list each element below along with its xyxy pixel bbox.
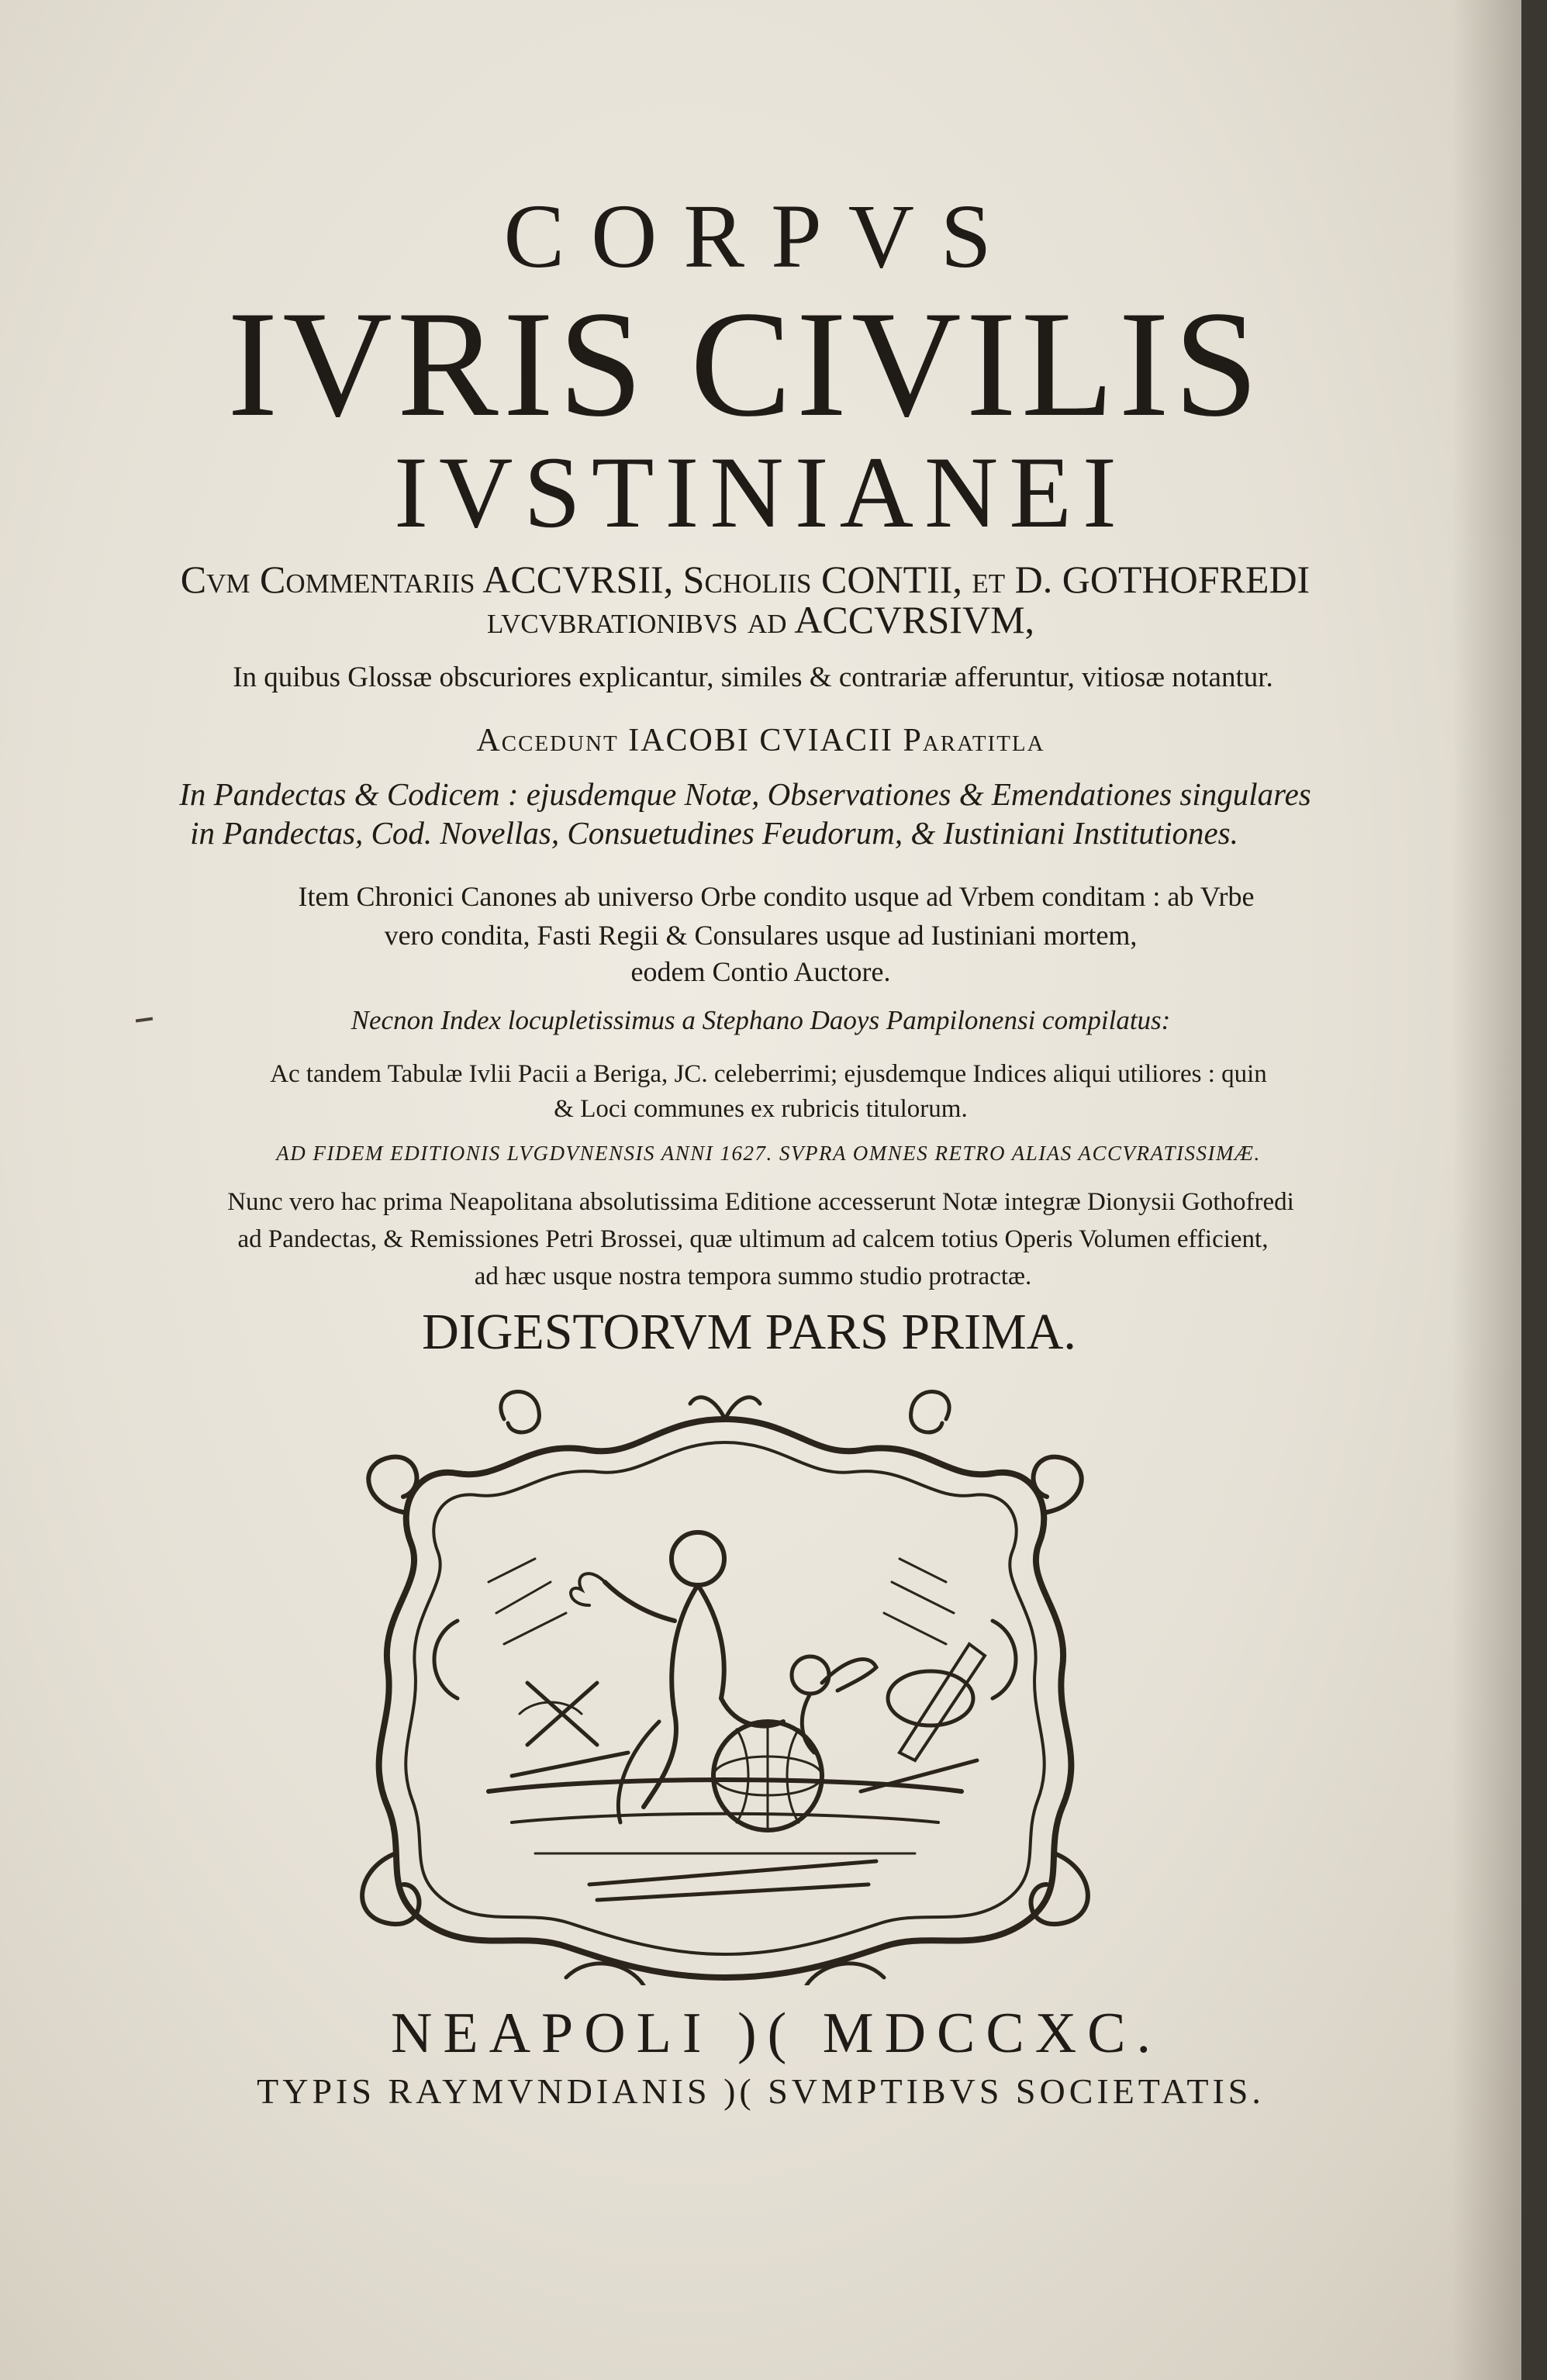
imprint-place-date: NEAPOLI )( MDCCXC. xyxy=(390,2002,1162,2065)
chronici-line-3: eodem Contio Auctore. xyxy=(630,956,891,987)
subtitle-lucubrations: lvcvbrationibvs ad ACCVRSIVM, xyxy=(486,598,1035,641)
imprint-printer: TYPIS RAYMVNDIANIS )( SVMPTIBVS SOCIETATIS. xyxy=(257,2071,1265,2111)
pandectas-line-1: In Pandectas & Codicem : ejusdemque Notæ, Observationes & Emendationes singulares xyxy=(179,776,1311,812)
nunc-vero-line-3: ad hæc usque nostra tempora summo studio protractæ. xyxy=(474,1263,1032,1290)
tabulae-line-2: & Loci communes ex rubricis titulorum. xyxy=(554,1095,968,1123)
nunc-vero-line-2: ad Pandectas, & Remissiones Petri Brossei, quæ ultimum ad calcem totius Operis Volumen efficient, xyxy=(237,1225,1269,1253)
index-line: Necnon Index locupletissimus a Stephano Daoys Pampilonensi compilatus: xyxy=(350,1005,1171,1035)
nunc-vero-line-1: Nunc vero hac prima Neapolitana absolutissima Editione accesserunt Notæ integræ Dionysii Gothofredi xyxy=(227,1188,1294,1216)
pandectas-line-2: in Pandectas, Cod. Novellas, Consuetudines Feudorum, & Iustiniani Institutiones. xyxy=(190,815,1238,851)
subtitle-commentaries: Cvm Commentariis ACCVRSII, Scholiis CONTII, et D. GOTHOFREDI xyxy=(180,558,1310,601)
title-iustinianei: IVSTINIANEI xyxy=(394,435,1127,549)
tabulae-line-1: Ac tandem Tabulæ Ivlii Pacii a Beriga, JC. celeberrimi; ejusdemque Indices aliqui utiliores : quin xyxy=(270,1060,1267,1088)
title-iuris-civilis: IVRIS CIVILIS xyxy=(227,280,1263,448)
volume-title: DIGESTORVM PARS PRIMA. xyxy=(422,1304,1076,1360)
chronici-line-1: Item Chronici Canones ab universo Orbe condito usque ad Vrbem conditam : ab Vrbe xyxy=(298,881,1255,912)
title-corpus: CORPVS xyxy=(503,185,1018,287)
ad-fidem-line: AD FIDEM EDITIONIS LVGDVNENSIS ANNI 1627. SVPRA OMNES RETRO ALIAS ACCVRATISSIMÆ. xyxy=(276,1142,1261,1165)
chronici-line-2: vero condita, Fasti Regii & Consulares usque ad Iustiniani mortem, xyxy=(384,920,1138,951)
glosses-line: In quibus Glossæ obscuriores explicantur, similes & contrariæ afferuntur, vitiosæ notantur. xyxy=(233,661,1273,693)
engraved-vignette xyxy=(333,1388,1117,1985)
accedunt-line: Accedunt IACOBI CVIACII Paratitla xyxy=(476,723,1045,758)
